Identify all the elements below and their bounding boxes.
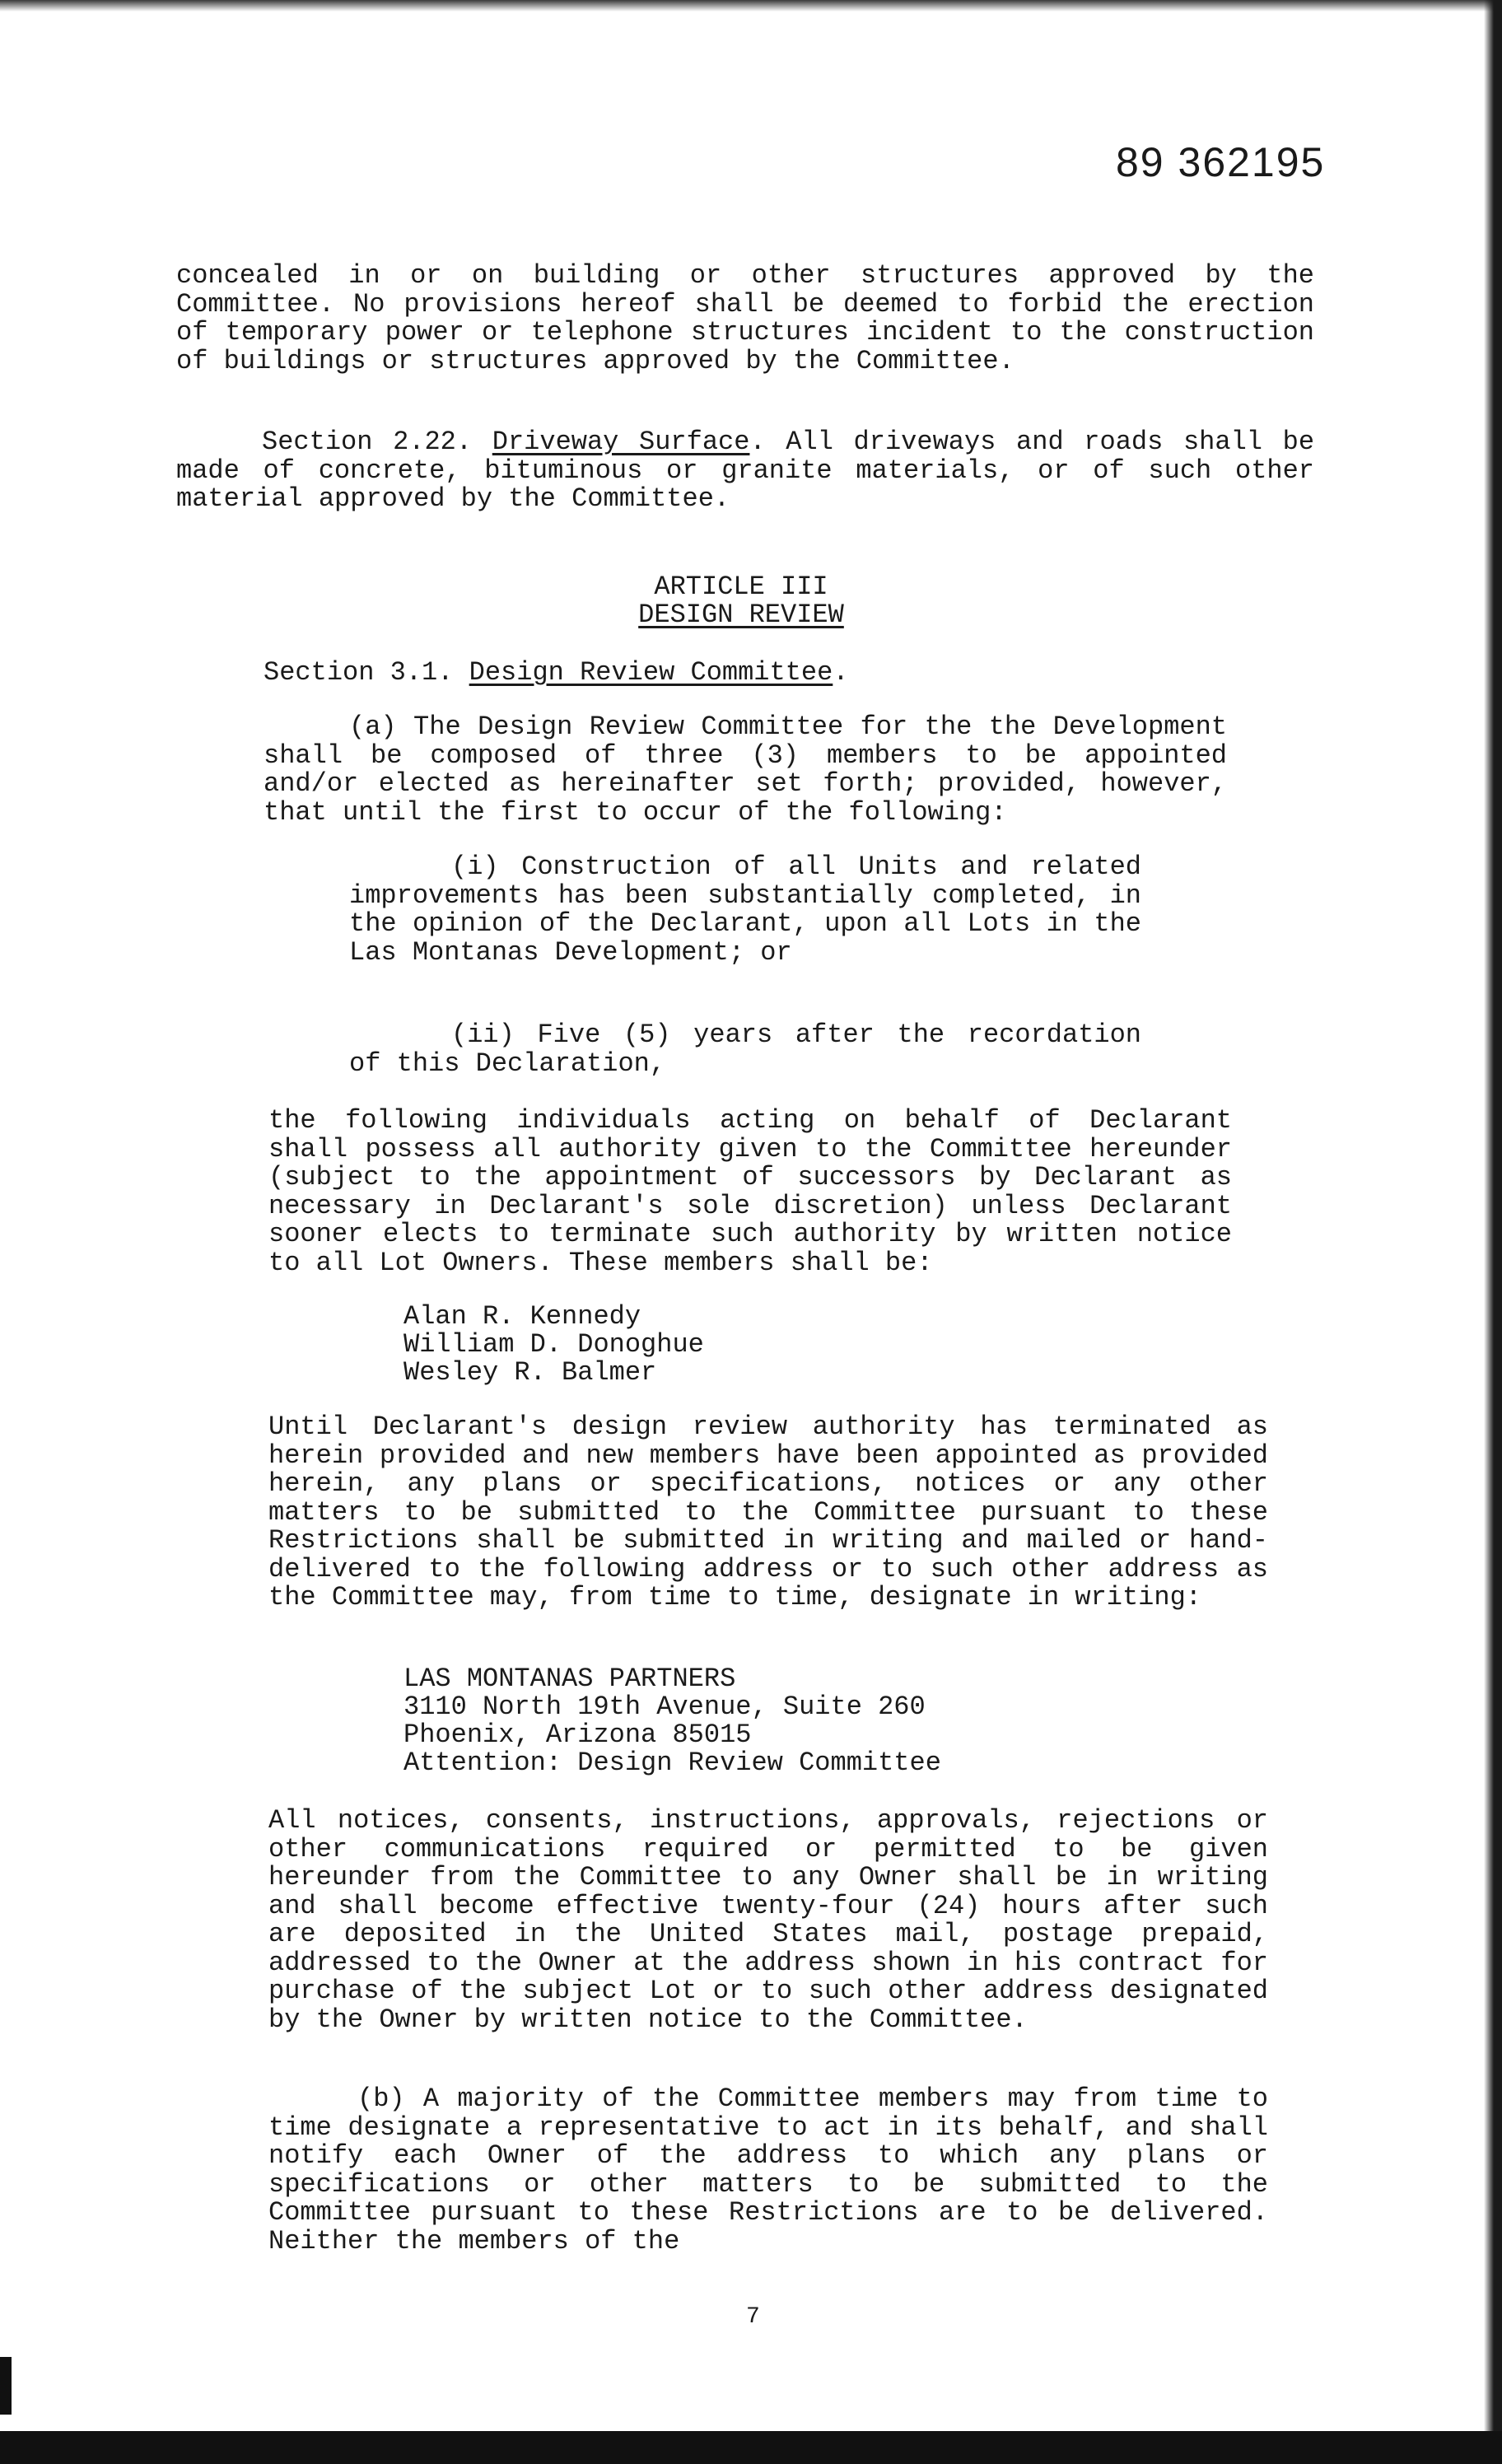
page-number: 7	[746, 2304, 760, 2330]
address-line: Attention: Design Review Committee	[403, 1748, 941, 1778]
item-i: (i) Construction of all Units and related improvements has been substantially completed, in the opinion of the Declarant, upon all Lots in the Las Montanas Development; or	[349, 852, 1141, 968]
section-2-22-body: . All driveways and roads shall be made of concrete, bituminous or granite materials, or of such other material approved by the Committee.	[176, 427, 1315, 514]
intro-paragraph: concealed in or on building or other structures approved by the Committee. No provisions hereof shall be deemed to forbid the erection of temporary power or telephone structures incident to the construction of buildings or structures approved by the Committee.	[176, 260, 1314, 376]
address-line: 3110 North 19th Avenue, Suite 260	[403, 1692, 926, 1722]
member-name: Alan R. Kennedy	[403, 1301, 641, 1332]
section-3-1-suffix: .	[833, 657, 849, 688]
article-number: ARTICLE III	[654, 572, 828, 602]
scan-edge-bottom	[0, 2431, 1502, 2464]
paragraph-until-declarant: Until Declarant's design review authority has terminated as herein provided and new members have been appointed as provided herein, any plans or specifications, notices or any other matters to be submitted to the Committee pursuant to these Restrictions shall be submitted in writing and mailed or hand-delivered to the following address or to such other address as the Committee may, from time to time, designate in writing:	[268, 1412, 1268, 1612]
section-3-1-prefix: Section 3.1.	[264, 657, 454, 688]
document-number: 89 362195	[1116, 139, 1326, 185]
address-line: Phoenix, Arizona 85015	[403, 1720, 752, 1750]
section-2-22-prefix: Section 2.22.	[262, 427, 473, 457]
item-ii: (ii) Five (5) years after the recordation of this Declaration,	[349, 1020, 1141, 1079]
scan-edge-right	[1484, 0, 1502, 2464]
section-3-1-title: Design Review Committee	[469, 657, 833, 688]
member-name: Wesley R. Balmer	[403, 1357, 657, 1388]
scan-edge-top	[0, 0, 1502, 12]
article-title: DESIGN REVIEW	[638, 600, 844, 630]
paragraph-b: (b) A majority of the Committee members may from time to time designate a representative to act in its behalf, and shall notify each Owner of the address to which any plans or specifications or other matters to be submitted to the Committee pursuant to these Restrictions are to be delivered. Neither the members of the	[268, 2084, 1268, 2256]
section-2-22-title: Driveway Surface	[492, 427, 750, 457]
address-line: LAS MONTANAS PARTNERS	[403, 1664, 736, 1694]
paragraph-notices: All notices, consents, instructions, approvals, rejections or other communications required or permitted to be given hereunder from the Committee to any Owner shall be in writing and shall become effective twenty-four (24) hours after such are deposited in the United States mail, postage prepaid, addressed to the Owner at the address shown in his contract for purchase of the subject Lot or to such other address designated by the Owner by written notice to the Committee.	[268, 1805, 1268, 2035]
paragraph-a: (a) The Design Review Committee for the the Development shall be composed of three (3) members to be appointed and/or elected as hereinafter set forth; provided, however, that until the first to occur of the following:	[264, 712, 1227, 828]
section-3-1-heading	[264, 659, 849, 687]
member-name: William D. Donoghue	[403, 1329, 704, 1360]
paragraph-following-individuals: the following individuals acting on behalf of Declarant shall possess all authority given to the Committee hereunder (subject to the appointment of successors by Declarant as necessary in Declarant's sole discretion) unless Declarant sooner elects to terminate such authority by written notice to all Lot Owners. These members shall be:	[268, 1105, 1232, 1278]
scan-edge-mark	[0, 2357, 12, 2415]
section-2-22-paragraph	[176, 428, 1314, 514]
